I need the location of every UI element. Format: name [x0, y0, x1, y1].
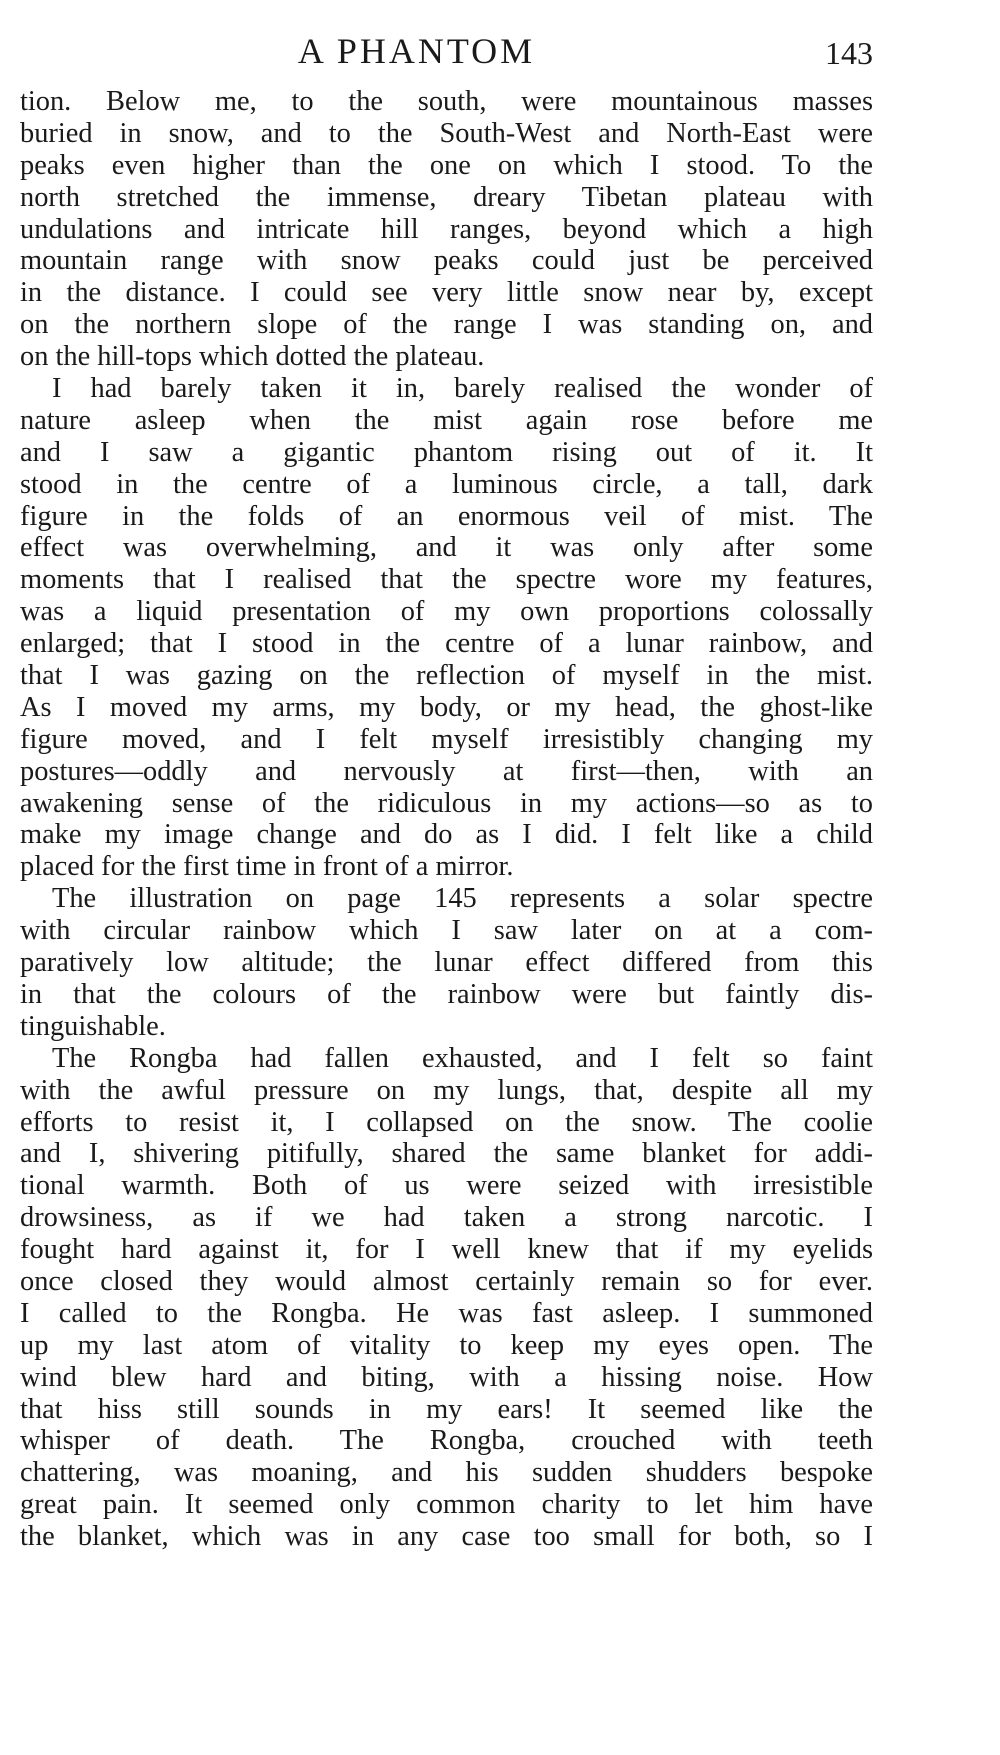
- text-line: in the distance. I could see very little snow near by, except: [20, 277, 873, 309]
- text-line: efforts to resist it, I collapsed on the snow. The coolie: [20, 1106, 873, 1138]
- text-line: chattering, was moaning, and his sudden shudders bespoke: [20, 1457, 873, 1489]
- text-line: that I was gazing on the reflection of myself in the mist.: [20, 660, 873, 692]
- text-line: up my last atom of vitality to keep my eyes open. The: [20, 1329, 873, 1361]
- text-line: great pain. It seemed only common charity to let him have: [20, 1489, 873, 1521]
- text-line: stood in the centre of a luminous circle, a tall, dark: [20, 468, 873, 500]
- text-line: fought hard against it, for I well knew that if my eyelids: [20, 1234, 873, 1266]
- text-line: on the hill-tops which dotted the plateau.: [20, 341, 485, 373]
- text-line: The illustration on page 145 represents a solar spectre: [52, 883, 873, 915]
- page-header: [20, 28, 873, 74]
- text-line: nature asleep when the mist again rose before me: [20, 404, 873, 436]
- paragraph: [20, 1043, 873, 1553]
- body-text: [20, 86, 873, 1553]
- paragraph: [20, 883, 873, 1042]
- text-line: in that the colours of the rainbow were but faintly dis-: [20, 978, 873, 1010]
- text-line: with circular rainbow which I saw later on at a com-: [20, 915, 873, 947]
- text-line: that hiss still sounds in my ears! It seemed like the: [20, 1393, 873, 1425]
- text-line: undulations and intricate hill ranges, beyond which a high: [20, 213, 873, 245]
- text-line: the blanket, which was in any case too small for both, so I: [20, 1521, 873, 1553]
- text-line: on the northern slope of the range I was standing on, and: [20, 309, 873, 341]
- text-line: The Rongba had fallen exhausted, and I felt so faint: [52, 1042, 873, 1074]
- text-line: peaks even higher than the one on which I stood. To the: [20, 149, 873, 181]
- page-number: 143: [825, 35, 873, 71]
- text-line: figure in the folds of an enormous veil of mist. The: [20, 500, 873, 532]
- paragraph: [20, 373, 873, 883]
- text-line: and I saw a gigantic phantom rising out of it. It: [20, 436, 873, 468]
- text-line: moments that I realised that the spectre wore my features,: [20, 564, 873, 596]
- text-line: wind blew hard and biting, with a hissing noise. How: [20, 1361, 873, 1393]
- text-line: tinguishable.: [20, 1010, 166, 1042]
- text-line: awakening sense of the ridiculous in my actions—so as to: [20, 787, 873, 819]
- text-line: mountain range with snow peaks could just be perceived: [20, 245, 873, 277]
- text-line: effect was overwhelming, and it was only after some: [20, 532, 873, 564]
- text-line: tional warmth. Both of us were seized with irresistible: [20, 1170, 873, 1202]
- text-line: drowsiness, as if we had taken a strong narcotic. I: [20, 1202, 873, 1234]
- text-line: placed for the first time in front of a mirror.: [20, 851, 514, 883]
- text-line: enlarged; that I stood in the centre of a lunar rainbow, and: [20, 628, 873, 660]
- text-line: whisper of death. The Rongba, crouched with teeth: [20, 1425, 873, 1457]
- text-line: I called to the Rongba. He was fast asleep. I summoned: [20, 1297, 873, 1329]
- paragraph: [20, 86, 873, 373]
- text-line: was a liquid presentation of my own proportions colossally: [20, 596, 873, 628]
- text-line: and I, shivering pitifully, shared the same blanket for addi-: [20, 1138, 873, 1170]
- text-line: north stretched the immense, dreary Tibetan plateau with: [20, 181, 873, 213]
- text-line: tion. Below me, to the south, were mountainous masses: [20, 86, 873, 117]
- text-line: figure moved, and I felt myself irresistibly changing my: [20, 723, 873, 755]
- text-line: make my image change and do as I did. I felt like a child: [20, 819, 873, 851]
- text-line: paratively low altitude; the lunar effect differed from this: [20, 947, 873, 979]
- book-page: [20, 0, 873, 1755]
- text-line: I had barely taken it in, barely realised the wonder of: [52, 373, 873, 405]
- text-line: once closed they would almost certainly remain so for ever.: [20, 1265, 873, 1297]
- text-line: As I moved my arms, my body, or my head, the ghost-like: [20, 691, 873, 723]
- text-line: with the awful pressure on my lungs, that, despite all my: [20, 1074, 873, 1106]
- running-title: A PHANTOM: [297, 31, 536, 71]
- text-line: buried in snow, and to the South-West and North-East were: [20, 117, 873, 149]
- text-line: postures—oddly and nervously at first—then, with an: [20, 755, 873, 787]
